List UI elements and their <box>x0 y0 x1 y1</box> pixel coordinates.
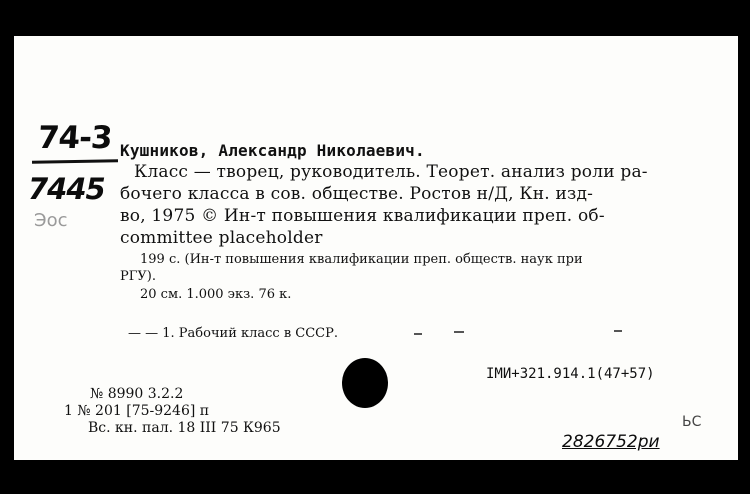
book-chamber-line: Вс. кн. пал. 18 III 75 К965 <box>88 420 281 436</box>
punch-hole <box>342 358 388 408</box>
catalog-card <box>14 36 738 460</box>
physical-description: 20 см. 1.000 экз. 76 к. <box>140 287 292 302</box>
description-line-2: бочего класса в сов. обществе. Ростов н/Д, Кн. изд- <box>120 184 594 204</box>
description-line-1: Класс — творец, руководитель. Теорет. анализ роли ра- <box>134 162 648 182</box>
classification-number: IМИ+321.914.1(47+57) <box>486 366 655 382</box>
order-number-line: № 8990 3.2.2 <box>90 386 184 402</box>
description-line-3: во, 1975 © Ин-т повышения квалификации преп. об- <box>120 206 605 226</box>
handwritten-accession-number: 7445 <box>28 172 105 206</box>
author-heading: Кушников, Александр Николаевич. <box>120 141 425 160</box>
description-line-4: committee placeholder <box>120 228 323 248</box>
handwritten-call-mark: 74-3 <box>36 120 113 156</box>
series-line-1: 199 с. (Ин-т повышения квалификации преп. обществ. наук при <box>140 252 583 267</box>
dashed-rule <box>414 333 422 335</box>
order-number-line: 1 № 201 [75-9246] п <box>64 403 210 419</box>
handwritten-corner-note: 2826752ри <box>562 432 660 452</box>
series-line-2: РГУ). <box>120 269 156 284</box>
dashed-rule <box>454 331 464 333</box>
corner-mark: ЬС <box>682 414 702 430</box>
call-mark-underline <box>32 159 118 163</box>
faded-stamp-mark: Эос <box>34 210 68 231</box>
dashed-rule <box>614 330 622 332</box>
subject-heading: — — 1. Рабочий класс в СССР. <box>128 326 339 341</box>
